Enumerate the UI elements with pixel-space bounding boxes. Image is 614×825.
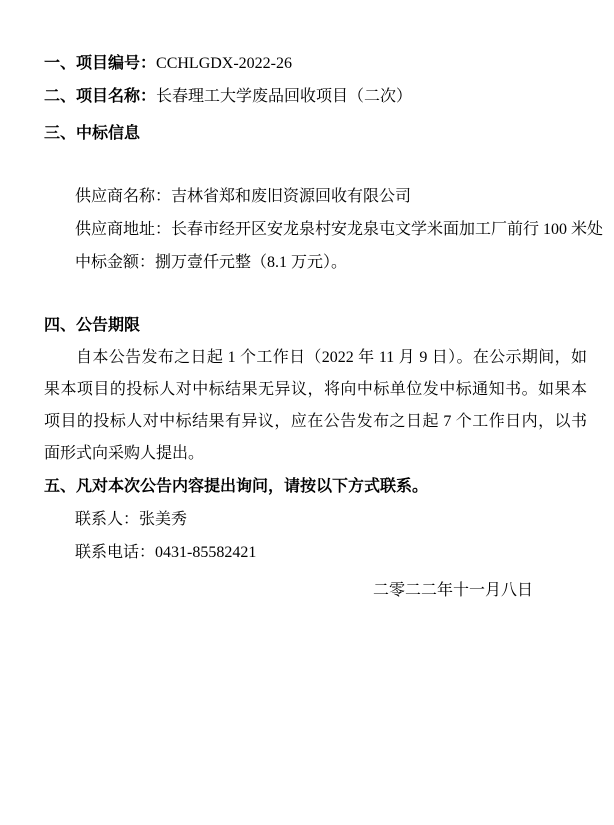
announcement-period-body: 自本公告发布之日起 1 个工作日（2022 年 11 月 9 日）。在公示期间，如果本项目的投标人对中标结果无异议，将向中标单位发中标通知书。如果本项目的投标人对中标结果有异议，应在公告发布之日起 7 个工作日内，以书面形式向采购人提出。 bbox=[44, 349, 587, 462]
project-number-label: 一、项目编号： bbox=[44, 55, 157, 72]
document-date: 二零二二年十一月八日 bbox=[372, 582, 533, 599]
project-name-label: 二、项目名称： bbox=[44, 88, 157, 105]
contact-person-line: 联系人：张美秀 bbox=[75, 511, 188, 528]
award-amount-line: 中标金额：捌万壹仟元整（8.1 万元）。 bbox=[75, 254, 348, 271]
project-name-value: 长春理工大学废品回收项目（二次） bbox=[156, 88, 413, 105]
project-name-line bbox=[44, 80, 587, 113]
supplier-name-line: 供应商名称：吉林省郑和废旧资源回收有限公司 bbox=[75, 188, 412, 205]
contact-section-title: 五、凡对本次公告内容提出询问，请按以下方式联系。 bbox=[44, 478, 429, 495]
contact-phone-line: 联系电话：0431-85582421 bbox=[75, 544, 257, 561]
supplier-address-line: 供应商地址：长春市经开区安龙泉村安龙泉屯文学米面加工厂前行 100 米处 bbox=[75, 221, 604, 238]
award-info-title: 三、中标信息 bbox=[44, 125, 141, 142]
award-info-details bbox=[44, 180, 604, 279]
announcement-period-title: 四、公告期限 bbox=[44, 317, 141, 334]
project-number-line bbox=[44, 47, 587, 80]
project-number-value: CCHLGDX-2022-26 bbox=[156, 55, 293, 72]
